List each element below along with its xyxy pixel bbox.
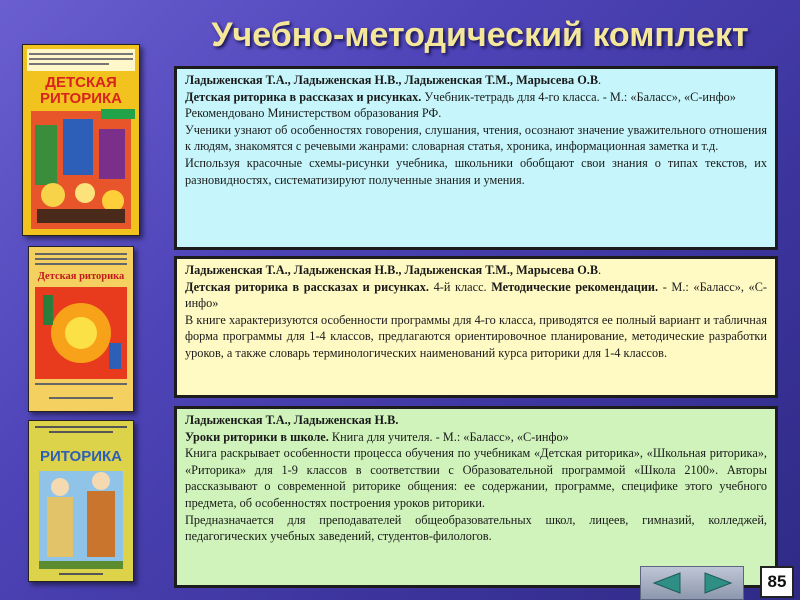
page-number: 85 [760, 566, 794, 598]
arrow-left-icon [652, 572, 682, 594]
slide-title: Учебно-методический комплект [211, 16, 749, 54]
slide-navigation [640, 566, 744, 600]
book-description-2 [174, 256, 778, 398]
entry-paragraph: Используя красочные схемы-рисунки учебника, школьники обобщают свои знания о типах текстов, их разновидностях, систематизируют полученные знания и умения. [185, 155, 767, 187]
entry-authors: Ладыженская Т.А., Ладыженская Н.В., Ладыженская Т.М., Марысева О.В [185, 263, 599, 277]
entry-paragraph: В книге характеризуются особенности программы для 4-го класса, приводятся ее полный вариант и табличная форма программы для 1-4 классов, предлагаются ориентировочное планирование, методические разработки уроков, а также словарь терминологических наименований курса риторики для 1-4 классов. [185, 312, 767, 360]
book-cover-uroki-ritoriki [28, 420, 134, 582]
entry-header [185, 412, 767, 429]
entry-header [185, 72, 767, 89]
next-slide-button[interactable] [698, 570, 738, 596]
entry-book-title: Детская риторика в рассказах и рисунках. [185, 279, 430, 294]
book-cover-metodicheskie-rekomendatsii [28, 246, 134, 412]
cover-title-line1: ДЕТСКАЯ [45, 74, 117, 91]
book-description-1 [174, 66, 778, 250]
arrow-right-icon [703, 572, 733, 594]
cover-title-line2: РИТОРИКА [39, 90, 123, 107]
entry-authors-end: . [598, 73, 602, 87]
entry-publisher: - М.: «Баласс», «С-инфо» [185, 279, 767, 311]
entry-book-meta: Книга для учителя. - М.: «Баласс», «С-инфо» [328, 429, 569, 444]
entry-book-title: Уроки риторики в школе. [185, 429, 329, 444]
entry-header [185, 262, 767, 279]
cover-title: Детская риторика [37, 271, 125, 282]
entry-paragraph: Ученики узнают об особенностях говорения, слушания, чтения, осознают значение уважительного отношения к людям, знакомятся с речевыми жанрами: словарная статья, хроника, информационная заметка и т.д. [185, 122, 767, 154]
entry-paragraph: Предназначается для преподавателей общеобразовательных школ, лицеев, гимназий, колледжей, педагогических учебных заведений, студентов-филологов. [185, 512, 767, 544]
entry-book-meta: Учебник-тетрадь для 4-го класса. - М.: «Баласс», «С-инфо» [421, 89, 736, 104]
entry-book-line [185, 89, 767, 106]
entry-authors: Ладыженская Т.А., Ладыженская Н.В., Ладыженская Т.М., Марысева О.В [185, 73, 599, 87]
previous-slide-button[interactable] [647, 570, 687, 596]
entry-book-subtitle: Методические рекомендации. [491, 279, 659, 294]
entry-book-meta: 4-й класс. [429, 279, 492, 294]
entry-authors-end: . [598, 263, 602, 277]
book-cover-detskaya-ritorika [22, 44, 140, 236]
entry-book-title: Детская риторика в рассказах и рисунках. [185, 89, 422, 104]
cover-title: РИТОРИКА [39, 448, 123, 465]
entry-book-line [185, 279, 767, 312]
entry-paragraph: Книга раскрывает особенности процесса обучения по учебникам «Детская риторика», «Школьная риторика», «Риторика» для 1-9 классов в соответствии с Образовательной программой «Школа 2100». Авторы рассказывают о современной риторике общения: ее содержании, программе, специфике этого учебного предмета, об особенностях построения уроков риторики. [185, 446, 767, 510]
book-description-3 [174, 406, 778, 588]
entry-book-line [185, 429, 767, 446]
entry-authors: Ладыженская Т.А., Ладыженская Н.В. [185, 413, 399, 427]
entry-paragraph: Рекомендовано Министерством образования РФ. [185, 106, 442, 121]
